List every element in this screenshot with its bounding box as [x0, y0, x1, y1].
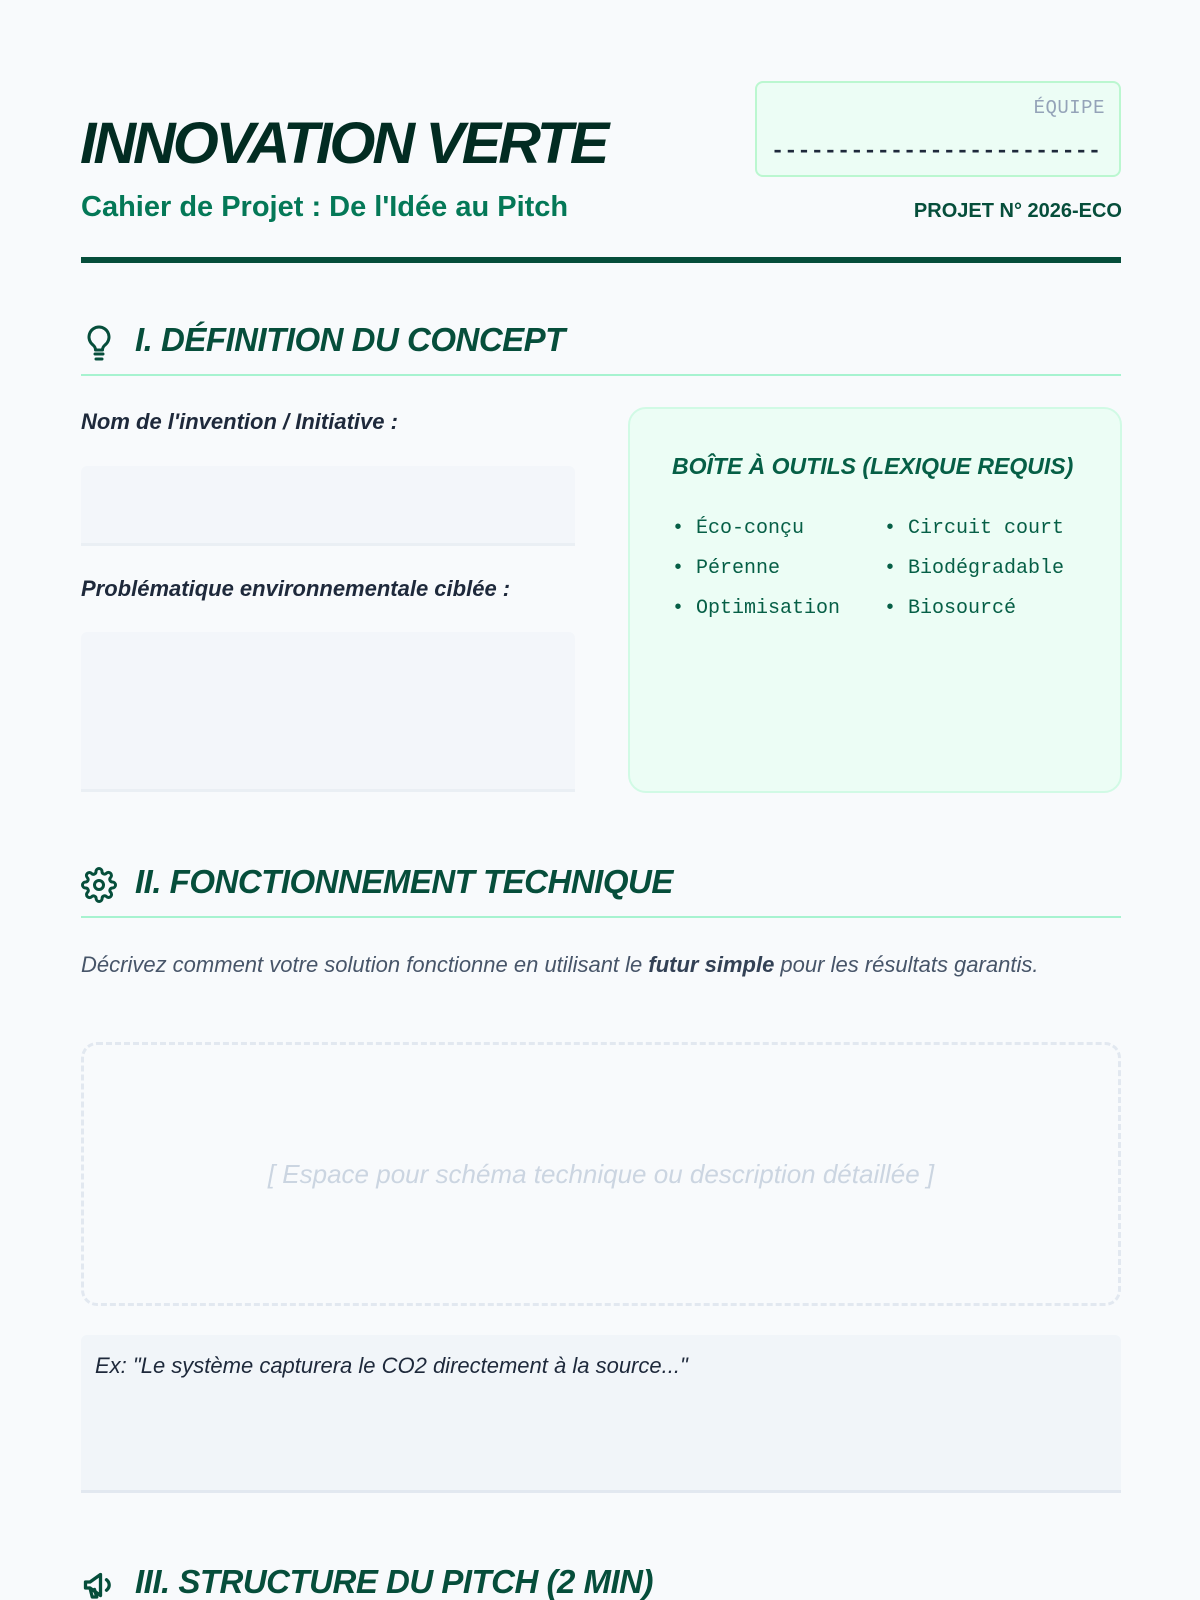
team-blank-line: -------------------------: [771, 139, 1102, 164]
section-title: I. DÉFINITION DU CONCEPT: [135, 321, 565, 358]
emphasis-text: futur simple: [648, 952, 775, 977]
lexicon-list-left: [672, 509, 840, 629]
section-heading-concept: [81, 318, 1121, 376]
instructions-text: Décrivez comment votre solution fonctionne en utilisant le futur simple pour les résultats garantis.: [81, 952, 1039, 977]
lexicon-item: • Biosourcé: [884, 589, 1064, 629]
schema-drawing-area[interactable]: [81, 1042, 1121, 1306]
header-divider: [81, 257, 1121, 263]
problem-label: Problématique environnementale ciblée :: [81, 576, 511, 601]
section-title: III. STRUCTURE DU PITCH (2 MIN): [135, 1563, 653, 1600]
invention-name-label: Nom de l'invention / Initiative :: [81, 409, 398, 434]
gear-icon: [81, 866, 117, 904]
lexicon-list-right: [884, 509, 1064, 629]
schema-placeholder: [ Espace pour schéma technique ou description détaillée ]: [267, 1158, 935, 1189]
example-text: Ex: "Le système capturera le CO2 directement à la source...": [95, 1353, 688, 1378]
project-number: PROJET N° 2026-ECO: [913, 200, 1122, 222]
description-field[interactable]: [81, 1335, 1121, 1493]
section-heading-pitch: [81, 1560, 1121, 1600]
lexicon-item: • Biodégradable: [884, 549, 1064, 589]
toolbox-title: BOÎTE À OUTILS (LEXIQUE REQUIS): [672, 453, 1074, 479]
lexicon-item: • Circuit court: [884, 509, 1064, 549]
megaphone-icon: [81, 1566, 117, 1600]
page-title: INNOVATION VERTE: [80, 111, 607, 176]
problem-field[interactable]: [81, 632, 575, 792]
section-heading-technical: [81, 860, 1121, 918]
lexicon-item: • Éco-conçu: [672, 509, 840, 549]
lightbulb-icon: [81, 324, 117, 362]
lexicon-item: • Optimisation: [672, 589, 840, 629]
lexicon-item: • Pérenne: [672, 549, 840, 589]
section-title: II. FONCTIONNEMENT TECHNIQUE: [135, 863, 673, 900]
page-subtitle: Cahier de Projet : De l'Idée au Pitch: [81, 191, 569, 223]
team-label: ÉQUIPE: [1033, 97, 1105, 119]
toolbox-panel: [628, 407, 1122, 793]
invention-name-field[interactable]: [81, 466, 575, 546]
team-field[interactable]: [755, 81, 1121, 177]
